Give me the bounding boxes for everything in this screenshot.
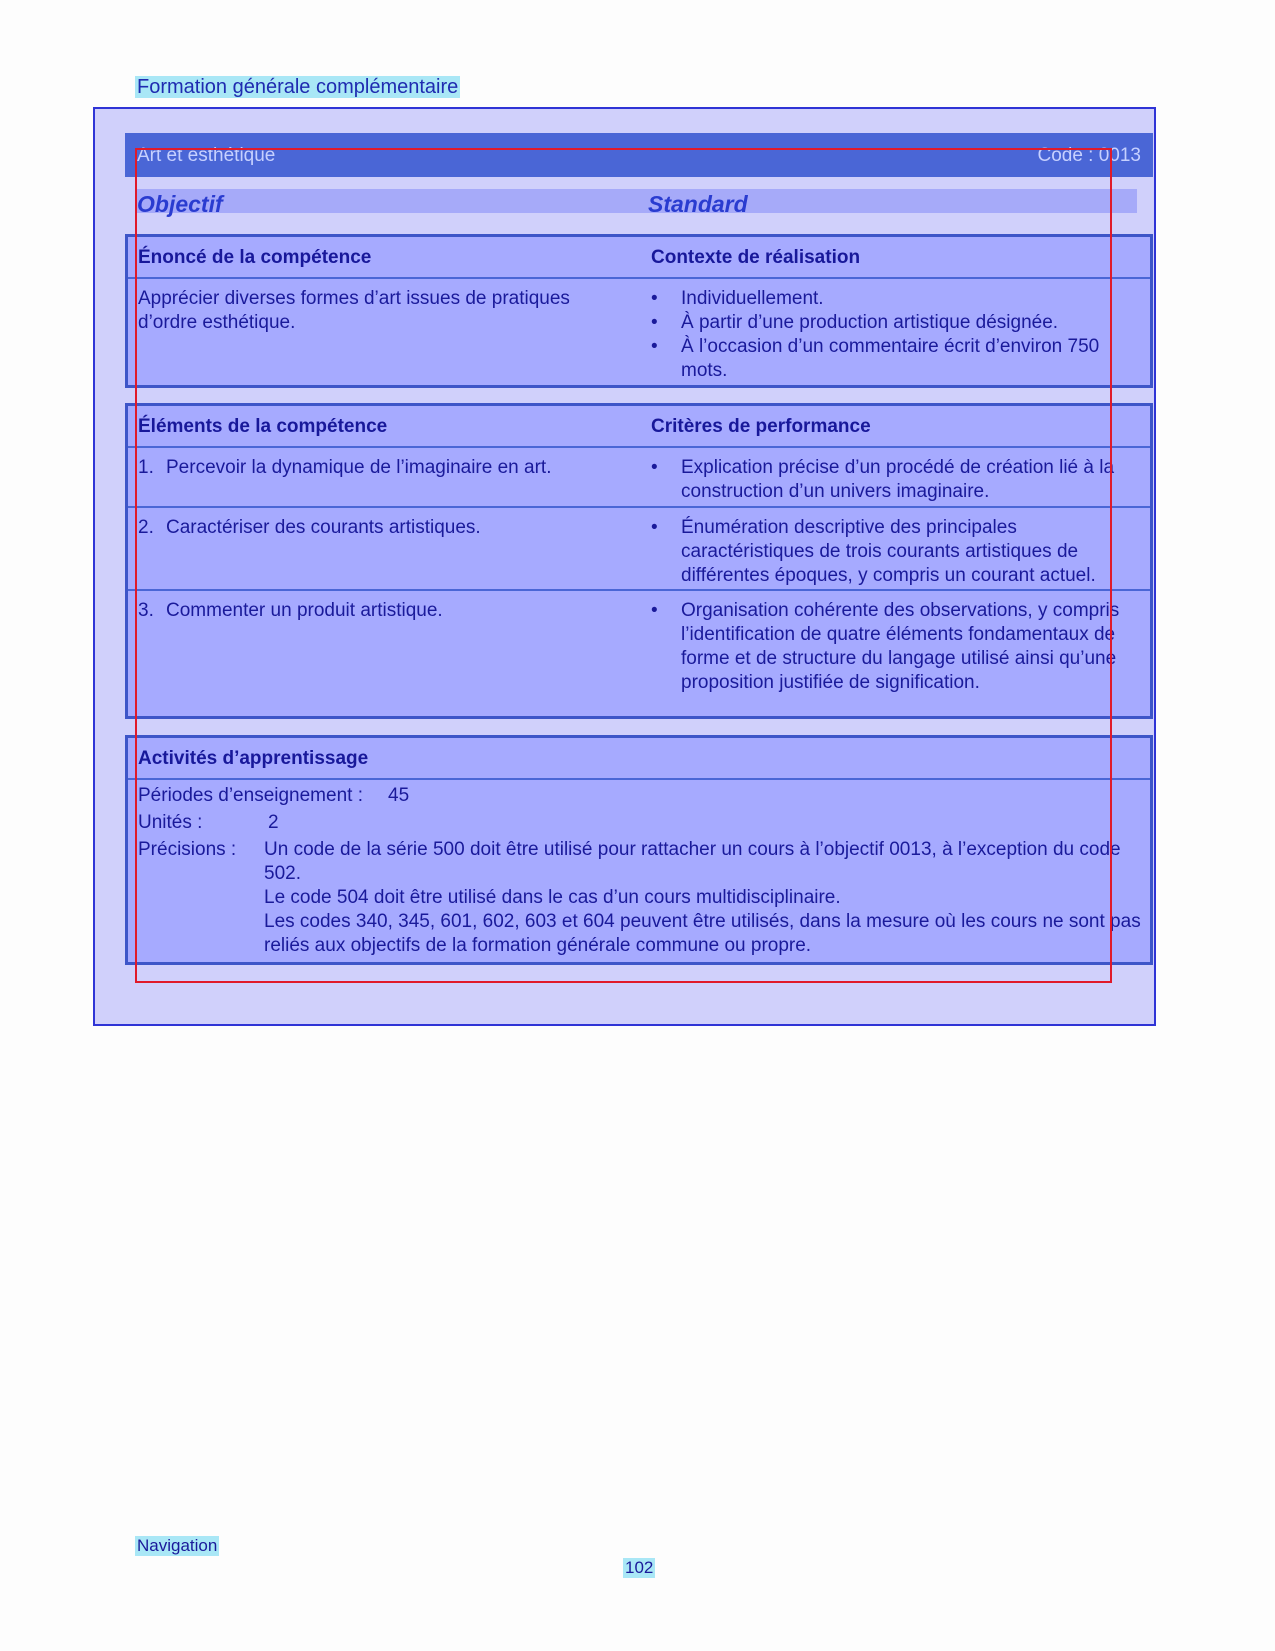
unites-label: Unités : (138, 812, 203, 833)
objectif-label: Objectif (137, 191, 223, 217)
page-number: 102 (625, 1558, 654, 1577)
panel-header (128, 738, 1150, 780)
contexte-item: • À l’occasion d’un commentaire écrit d’environ 750 mots. (651, 335, 1141, 383)
unites-value: 2 (268, 812, 279, 833)
periodes-label: Périodes d’enseignement : (138, 785, 363, 806)
critere-item: • Explication précise d’un procédé de création lié à la construction d’un univers imaginaire. (651, 456, 1141, 504)
activites-heading: Activités d’apprentissage (138, 748, 369, 769)
critere-item: • Organisation cohérente des observations, y compris l’identification de quatre éléments fondamentaux de forme et de structure du langage utilisé ainsi qu’une proposition justifiée de signification. (651, 599, 1141, 695)
panel-header (128, 237, 1150, 279)
competence-code: Code : 0013 (1037, 145, 1141, 166)
precision-item: Le code 504 doit être utilisé dans le cas d’un cours multidisciplinaire. (264, 887, 841, 908)
competence-panel (125, 234, 1153, 388)
activites-panel (125, 735, 1153, 965)
element-label: Caractériser des courants artistiques. (166, 517, 481, 538)
competence-sheet (93, 107, 1156, 1026)
critere-wrap (651, 516, 1141, 588)
critere-list (651, 599, 1141, 695)
element-number: 1. (138, 457, 154, 478)
contexte-heading: Contexte de réalisation (651, 247, 861, 268)
criteres-heading: Critères de performance (651, 416, 871, 437)
enonce-heading: Énoncé de la compétence (138, 247, 372, 268)
table-row (128, 591, 1150, 716)
element-number: 2. (138, 517, 154, 538)
critere-wrap (651, 599, 1141, 695)
element-text (138, 456, 618, 480)
activites-body (128, 780, 1150, 960)
enonce-text: Apprécier diverses formes d’art issues de pratiques d’ordre esthétique. (138, 288, 570, 333)
row-band (137, 189, 1137, 213)
panel-header (128, 406, 1150, 448)
precisions-label: Précisions : (138, 839, 237, 860)
elements-heading: Éléments de la compétence (138, 416, 388, 437)
element-label: Commenter un produit artistique. (166, 600, 443, 621)
element-text (138, 599, 618, 623)
periodes-value: 45 (388, 785, 410, 806)
header-bar (125, 133, 1153, 177)
critere-list (651, 516, 1141, 588)
contexte-item: • À partir d’une production artistique désignée. (651, 311, 1141, 335)
section-title: Formation générale complémentaire (137, 76, 459, 98)
elements-panel (125, 403, 1153, 719)
navigation-link[interactable]: Navigation (137, 1536, 218, 1555)
critere-item: • Énumération descriptive des principales caractéristiques de trois courants artistiques de différentes époques, y compris un courant actuel. (651, 516, 1141, 588)
precision-item: Un code de la série 500 doit être utilisé pour rattacher un cours à l’objectif 0013, à l’exception du code 502. (264, 839, 1121, 884)
element-number: 3. (138, 600, 154, 621)
table-row (128, 448, 1150, 508)
competence-title: Art et esthétique (137, 145, 276, 166)
objectif-standard-row (125, 185, 1153, 223)
standard-label: Standard (648, 191, 748, 217)
precisions-text (264, 838, 1144, 958)
element-label: Percevoir la dynamique de l’imaginaire en art. (166, 457, 552, 478)
element-text (138, 516, 618, 540)
table-row (128, 508, 1150, 591)
precision-item: Les codes 340, 345, 601, 602, 603 et 604 peuvent être utilisés, dans la mesure où les cours ne sont pas reliés aux objectifs de la formation générale commune ou propre. (264, 911, 1141, 956)
competence-row (128, 279, 1150, 385)
contexte-list-wrap (651, 287, 1141, 383)
critere-wrap (651, 456, 1141, 504)
contexte-list (651, 287, 1141, 383)
contexte-item: • Individuellement. (651, 287, 1141, 311)
critere-list (651, 456, 1141, 504)
